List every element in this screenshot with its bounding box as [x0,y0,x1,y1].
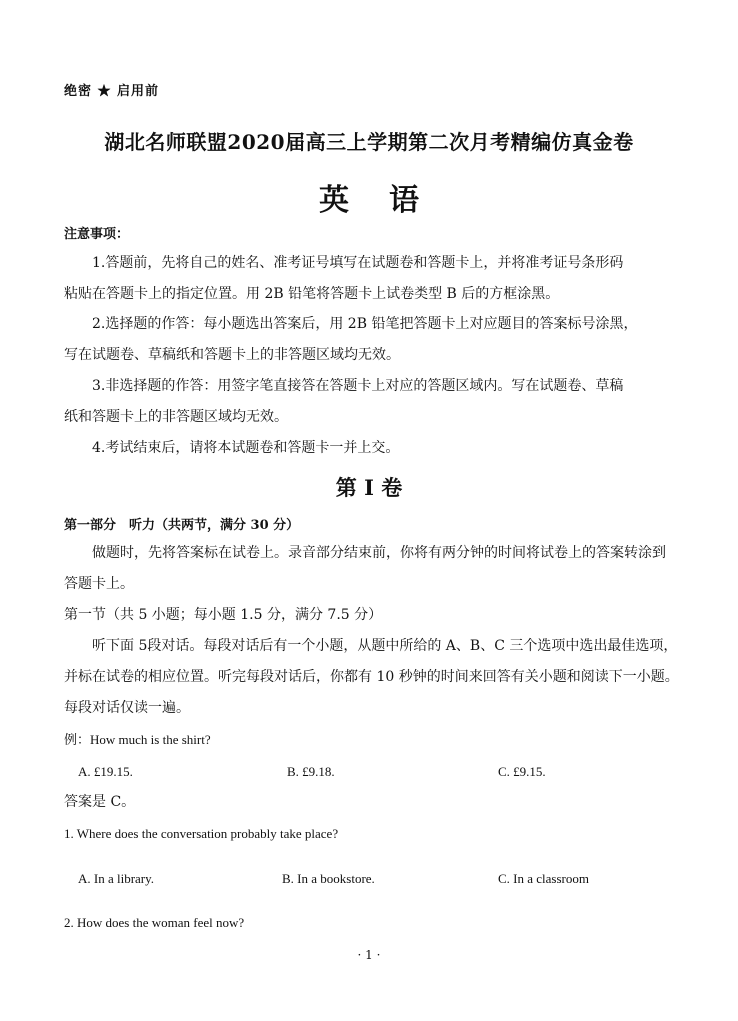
example-answer: 答案是 C。 [64,794,136,810]
subject-char-1: 英 [319,183,349,218]
note-line-7: 4.考试结束后，请将本试题卷和答题卡一并上交。 [92,440,400,456]
note-line-2: 粘贴在答题卡上的指定位置。用 2B 铅笔将答题卡上试卷类型 B 后的方框涂黑。 [64,286,560,302]
example-option-a: A. £19.15. [78,764,133,779]
subject-heading [0,175,738,219]
confidential-mark: 绝密 ★ 启用前 [64,84,160,99]
volume-heading: 第 I 卷 [335,475,403,500]
note-line-4: 写在试题卷、草稿纸和答题卡上的非答题区域均无效。 [64,347,400,363]
intro-line-2: 答题卡上。 [64,576,134,592]
note-line-1: 1.答题前，先将自己的姓名、准考证号填写在试题卷和答题卡上，并将准考证号条形码 [92,255,624,271]
note-line-3: 2.选择题的作答：每小题选出答案后，用 2B 铅笔把答题卡上对应题目的答案标号涂黑， [92,316,638,332]
question-1-option-b: B. In a bookstore. [282,871,375,886]
note-line-5: 3.非选择题的作答：用签字笔直接答在答题卡上对应的答题区域内。写在试题卷、草稿 [92,378,624,394]
example-question: 例：How much is the shirt? [64,732,211,747]
example-option-c: C. £9.15. [498,764,546,779]
page-number: · 1 · [357,948,381,962]
question-1: 1. Where does the conversation probably take place? [64,826,339,841]
question-2: 2. How does the woman feel now? [64,915,245,930]
subject-char-2: 语 [389,183,419,218]
exam-title: 湖北名师联盟2020届高三上学期第二次月考精编仿真金卷 [104,130,634,154]
intro-line-1: 做题时，先将答案标在试卷上。录音部分结束前，你将有两分钟的时间将试卷上的答案转涂到 [92,545,666,561]
note-line-6: 纸和答题卡上的非答题区域均无效。 [64,409,288,425]
notes-heading: 注意事项： [64,227,130,242]
question-1-option-a: A. In a library. [78,871,155,886]
section-line-3: 每段对话仅读一遍。 [64,700,190,716]
part-heading: 第一部分 听力（共两节，满分 30 分） [64,518,300,533]
section-line-1: 听下面 5段对话。每段对话后有一个小题，从题中所给的 A、B、C 三个选项中选出最佳选项， [92,638,678,654]
section-heading: 第一节（共 5 小题；每小题 1.5 分，满分 7.5 分） [64,607,383,623]
question-1-option-c: C. In a classroom [498,871,589,886]
section-line-2: 并标在试卷的相应位置。听完每段对话后，你都有 10 秒钟的时间来回答有关小题和阅读下一小题。 [64,669,679,685]
example-option-b: B. £9.18. [287,764,335,779]
